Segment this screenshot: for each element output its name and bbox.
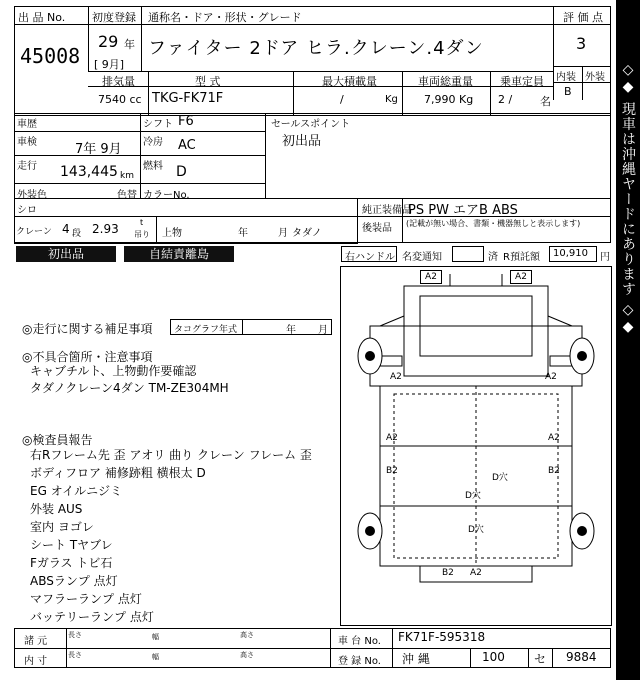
retrofit-note: (記載が無い場合、書類・機器無しと表示します) — [406, 219, 581, 228]
inspector-line: 室内 ヨゴレ — [30, 520, 94, 534]
dims-label: 諸 元 — [24, 636, 48, 647]
r-deposit-amount: 10,910 — [553, 248, 588, 259]
inspector-title: ◎検査員報告 — [22, 433, 93, 447]
retrofit-label: 後装品 — [362, 223, 392, 234]
reg-kana: セ — [534, 652, 547, 666]
top-equip-month-unit: 月 — [278, 228, 288, 239]
history-label: 車歴 — [17, 119, 37, 130]
inspector-line: Fガラス トビ石 — [30, 556, 113, 570]
fuel-value: D — [176, 164, 187, 180]
max-load-value: / — [340, 93, 344, 106]
inspector-line: バッテリーランプ 点灯 — [30, 610, 154, 624]
max-load-label: 最大積載量 — [322, 75, 377, 88]
capacity-label: 乗車定員 — [500, 75, 544, 88]
damage-mark: A2 — [420, 270, 442, 284]
inspector-line: シート Tヤブレ — [30, 538, 113, 552]
chassis-number: FK71F-595318 — [398, 630, 486, 644]
crane-stages-unit: 段 — [72, 229, 82, 239]
mileage-label: 走行 — [17, 161, 37, 172]
mileage-unit: km — [120, 171, 134, 181]
damage-mark: D穴 — [465, 491, 481, 501]
displacement-label: 排気量 — [102, 75, 135, 88]
length-label: 長さ — [68, 631, 82, 639]
damage-mark: A2 — [470, 568, 482, 578]
reg-number: 9884 — [566, 650, 597, 664]
gross-weight-label: 車両総重量 — [418, 75, 473, 88]
equipment-value: PS PW エアB ABS — [408, 203, 518, 218]
yen-label: 円 — [600, 252, 610, 263]
defect-line: キャブチルト、上物動作要確認 — [30, 364, 197, 378]
score-label: 評 価 点 — [563, 11, 603, 24]
top-equip-maker: タダノ — [292, 228, 322, 239]
shift-label: シフト — [143, 119, 173, 130]
aircon-label: 冷房 — [143, 137, 163, 148]
lot-number: 45008 — [20, 44, 81, 68]
interior-label: 内装 — [556, 72, 576, 83]
capacity-unit: 名 — [540, 95, 551, 108]
defect-line: タダノクレーン4ダン TM-ZE304MH — [30, 381, 229, 395]
capacity-value: 2 / — [498, 93, 513, 106]
damage-mark: D穴 — [492, 473, 508, 483]
inspector-line: ABSランプ 点灯 — [30, 574, 118, 588]
reg-year-unit: 年 — [124, 38, 135, 51]
damage-mark: A2 — [386, 433, 398, 443]
height-label: 高さ — [240, 651, 254, 659]
color-change-label: 色替 — [117, 190, 137, 201]
model-value: TKG-FK71F — [152, 91, 224, 106]
right-hand-label: 右ハンドル — [345, 252, 395, 263]
width-label: 幅 — [152, 653, 159, 661]
damage-mark: A2 — [548, 433, 560, 443]
crane-unit-t: t — [140, 218, 144, 227]
mileage-value: 143,445 — [60, 164, 118, 180]
supplement-title: ◎走行に関する補足事項 — [22, 322, 153, 336]
fuel-label: 燃料 — [143, 161, 163, 172]
top-equip-year-unit: 年 — [238, 228, 248, 239]
shift-value: F6 — [178, 114, 194, 129]
equipment-label: 純正装備品 — [362, 205, 412, 216]
ext-color-label: 外装色 — [17, 190, 47, 201]
r-deposit-label: R預託額 — [503, 252, 540, 263]
damage-mark: B2 — [442, 568, 454, 578]
reg-label: 登 録 No. — [338, 656, 381, 667]
inspection-value: 7年 9月 — [75, 142, 122, 157]
inner-dims-label: 内 寸 — [24, 656, 48, 667]
damage-mark: B2 — [548, 466, 560, 476]
damage-mark: A2 — [390, 372, 402, 382]
displacement-value: 7540 cc — [98, 93, 142, 106]
reg-class: 100 — [482, 650, 505, 664]
damage-mark: B2 — [386, 466, 398, 476]
gross-weight-value: 7,990 Kg — [424, 93, 474, 106]
crane-stages: 4 — [62, 222, 70, 236]
sales-point-value: 初出品 — [282, 134, 322, 149]
vehicle-name: ファイター 2ドア ヒラ.クレーン.4ダン — [148, 38, 484, 59]
inspector-line: 外装 AUS — [30, 502, 83, 516]
crane-unit-hang: 吊り — [134, 230, 150, 239]
lot-label: 出 品 No. — [18, 11, 66, 24]
top-equip-label: 上物 — [162, 228, 182, 239]
sales-point-label: セールスポイント — [271, 119, 351, 130]
width-label: 幅 — [152, 633, 159, 641]
vehicle-name-label: 通称名・ドア・形状・グレード — [148, 11, 302, 24]
aircon-value: AC — [178, 138, 196, 153]
tacho-month: 月 — [318, 325, 328, 336]
inspector-line: 右Rフレーム先 歪 アオリ 曲り クレーン フレーム 歪 — [30, 448, 312, 462]
exterior-label: 外装 — [585, 72, 605, 83]
ext-color-value: シロ — [17, 205, 37, 216]
location-sidebar: ◇◆ 現車は沖縄ヤードにあります ◇◆ — [616, 0, 640, 680]
name-change-label: 名変通知 — [402, 252, 442, 263]
self-declared-bar: 自結責離島 — [124, 246, 234, 262]
reg-area: 沖 縄 — [402, 652, 430, 666]
height-label: 高さ — [240, 631, 254, 639]
damage-mark: A2 — [510, 270, 532, 284]
reg-year: 29 — [98, 32, 119, 51]
tacho-year: 年 — [286, 325, 296, 336]
interior-grade: B — [564, 85, 572, 98]
damage-mark: A2 — [545, 372, 557, 382]
model-label: 型 式 — [195, 75, 221, 88]
chassis-label: 車 台 No. — [338, 636, 381, 647]
crane-label: クレーン — [16, 227, 52, 237]
damage-mark: D穴 — [468, 525, 484, 535]
tax-label: 済 — [488, 252, 498, 263]
name-change-box — [452, 246, 484, 262]
inspector-line: マフラーランプ 点灯 — [30, 592, 142, 606]
color-no-label: カラーNo. — [143, 190, 190, 201]
score-value: 3 — [576, 34, 587, 53]
inspector-line: ボディフロア 補修跡粗 横根太 D — [30, 466, 206, 480]
max-load-unit: Kg — [385, 94, 398, 105]
reg-month: [ 9月] — [94, 58, 125, 71]
crane-capacity: 2.93 — [92, 222, 119, 236]
defect-title: ◎不具合箇所・注意事項 — [22, 350, 153, 364]
tacho-label: タコグラフ年式 — [174, 325, 238, 335]
first-listing-bar: 初出品 — [16, 246, 116, 262]
inspector-line: EG オイルニジミ — [30, 484, 123, 498]
first-reg-label: 初度登録 — [92, 11, 136, 24]
length-label: 長さ — [68, 651, 82, 659]
inspection-label: 車検 — [17, 137, 37, 148]
